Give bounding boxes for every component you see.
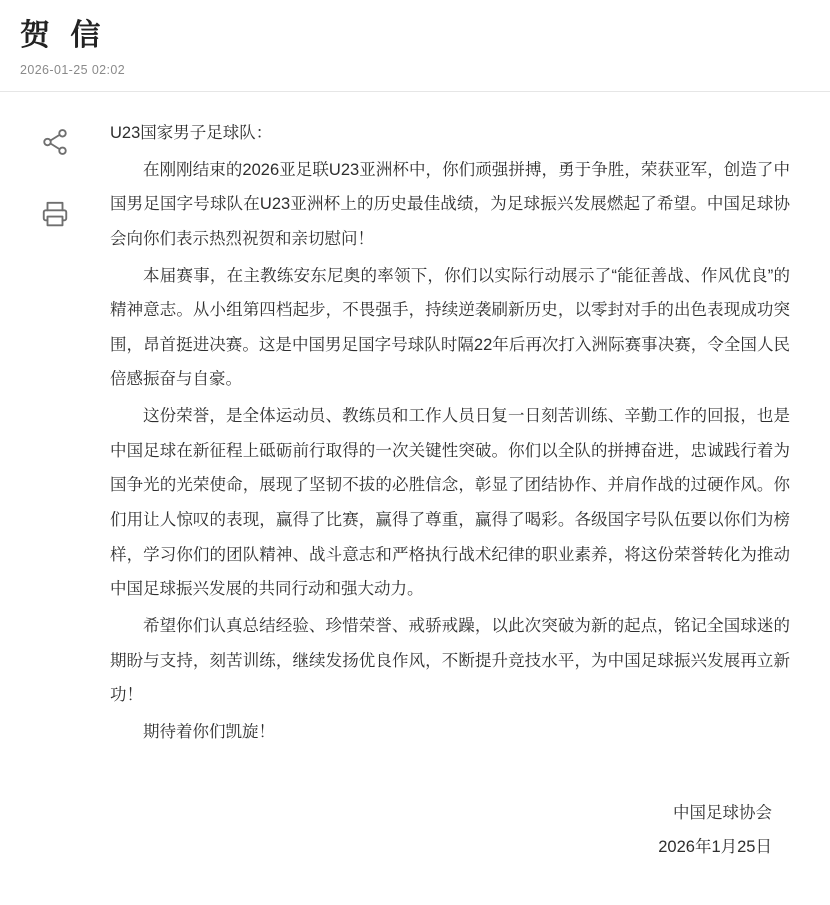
letter-salutation: U23国家男子足球队： xyxy=(110,124,273,142)
signer-name: 中国足球协会 xyxy=(673,803,772,822)
letter-paragraph: 本届赛事，在主教练安东尼奥的率领下，你们以实际行动展示了“能征善战、作风优良”的精神意志。从小组第四档起步，不畏强手，持续逆袭刷新历史，以零封对手的出色表现成功突围，昂首挺进决赛。这是中国男足国字号球队时隔22年后再次打入洲际赛事决赛，令全国人民倍感振奋与自豪。 xyxy=(110,266,790,389)
publish-date: 2026-01-25 02:02 xyxy=(20,63,126,77)
signature-date: 2026年1月25日 xyxy=(658,838,772,857)
letter-signature xyxy=(110,796,790,865)
letter-content xyxy=(110,92,830,905)
document-body xyxy=(0,92,830,905)
letter-paragraph: 期待着你们凯旋！ xyxy=(143,722,275,741)
letter-paragraph: 在刚刚结束的2026亚足联U23亚洲杯中，你们顽强拼搏，勇于争胜，荣获亚军，创造了中国男足国字号球队在U23亚洲杯上的历史最佳战绩，为足球振兴发展燃起了希望。中国足球协会向你们表示热烈祝贺和亲切慰问！ xyxy=(110,160,790,248)
letter-paragraph: 希望你们认真总结经验、珍惜荣誉、戒骄戒躁，以此次突破为新的起点，铭记全国球迷的期盼与支持，刻苦训练，继续发扬优良作风，不断提升竞技水平，为中国足球振兴发展再立新功！ xyxy=(110,616,790,705)
tool-rail xyxy=(0,92,110,234)
print-icon[interactable] xyxy=(35,194,75,234)
document-header xyxy=(0,0,830,87)
share-icon[interactable] xyxy=(35,122,75,162)
letter-paragraph: 这份荣誉，是全体运动员、教练员和工作人员日复一日刻苦训练、辛勤工作的回报，也是中国足球在新征程上砥砺前行取得的一次关键性突破。你们以全队的拼搏奋进，忠诚践行着为国争光的光荣使命，展现了坚韧不拔的必胜信念，彰显了团结协作、并肩作战的过硬作风。你们用让人惊叹的表现，赢得了比赛，赢得了尊重，赢得了喝彩。各级国字号队伍要以你们为榜样，学习你们的团队精神、战斗意志和严格执行战术纪律的职业素养，将这份荣誉转化为推动中国足球振兴发展的共同行动和强大动力。 xyxy=(110,407,790,599)
page-title: 贺 信 xyxy=(20,19,107,52)
